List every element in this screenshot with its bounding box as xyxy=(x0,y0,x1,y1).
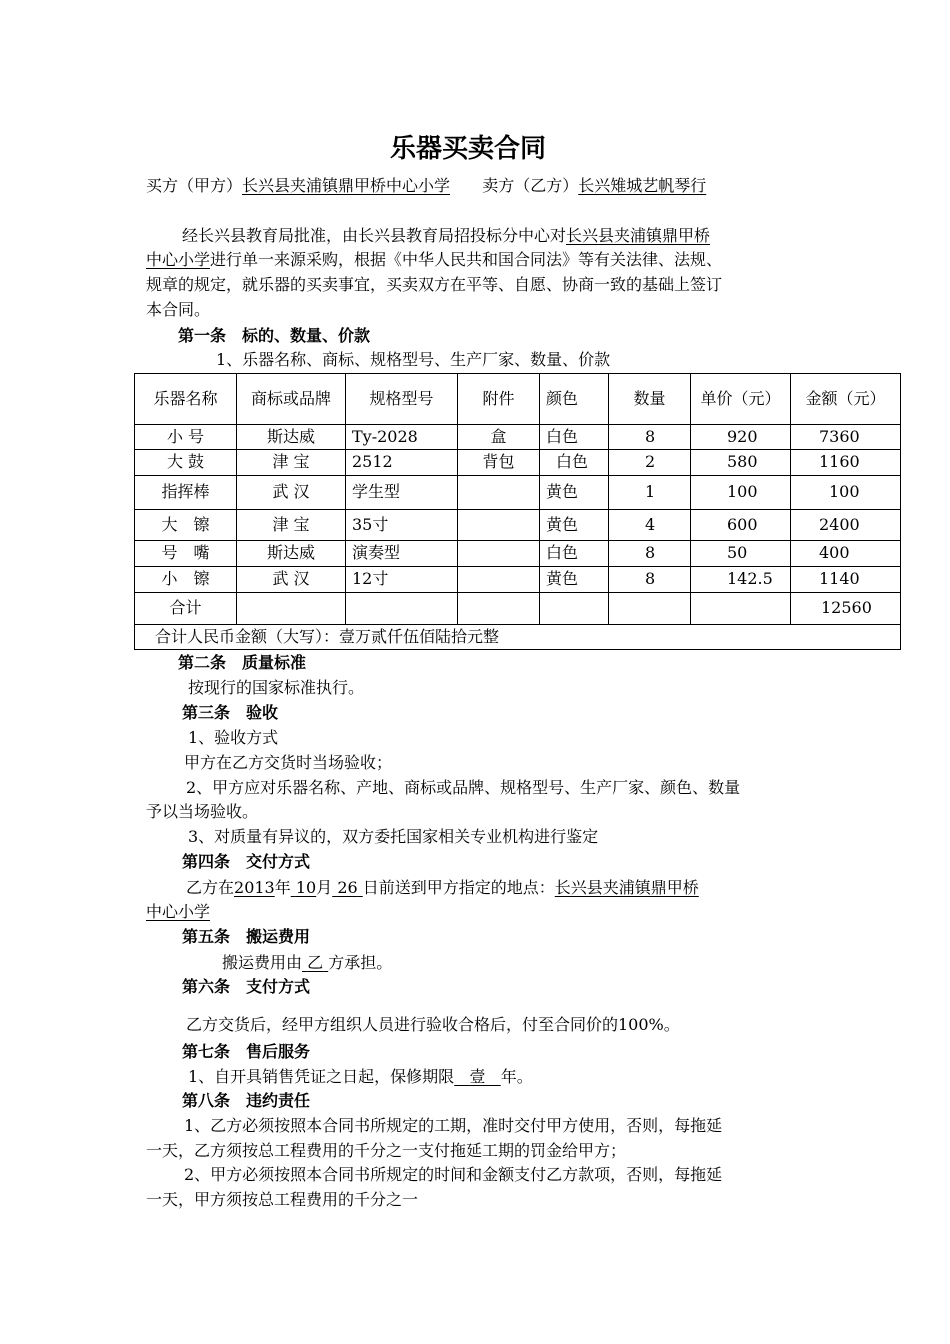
empty-cell xyxy=(691,593,791,625)
article-7-heading: 第七条 售后服务 xyxy=(182,1042,311,1061)
intro-school-name-cont: 中心小学 xyxy=(146,250,211,269)
article-2-heading: 第二条 质量标准 xyxy=(178,653,307,672)
item-qty: 1 xyxy=(609,476,691,510)
table-header-row xyxy=(135,374,901,425)
article-6-heading: 第六条 支付方式 xyxy=(182,977,311,996)
header-cell: 颜色 xyxy=(540,374,609,425)
item-qty: 8 xyxy=(609,567,691,593)
delivery-day: 26 xyxy=(337,878,358,897)
header-cell: 乐器名称 xyxy=(135,374,237,425)
item-brand: 武 汉 xyxy=(237,567,346,593)
rmb-amount-text: 合计人民币金额（大写）：壹万贰仟伍佰陆拾元整 xyxy=(135,625,901,650)
item-amount: 100 xyxy=(791,476,901,510)
warranty-text: 年。 xyxy=(500,1067,533,1086)
item-accessory xyxy=(458,476,540,510)
empty-cell xyxy=(237,593,346,625)
table-row xyxy=(135,450,901,476)
item-brand: 津 宝 xyxy=(237,450,346,476)
header-cell: 数量 xyxy=(609,374,691,425)
intro-line-4: 本合同。 xyxy=(146,300,211,319)
item-unit-price: 142.5 xyxy=(691,567,791,593)
item-name: 大 鼓 xyxy=(135,450,237,476)
warranty-text: 1、自开具销售凭证之日起，保修期限 xyxy=(188,1067,455,1086)
item-unit-price: 600 xyxy=(691,510,791,541)
intro-school-name: 长兴县夹浦镇鼎甲桥 xyxy=(566,226,711,245)
item-brand: 斯达威 xyxy=(237,425,346,450)
intro-text: 经长兴县教育局批准，由长兴县教育局招投标分中心对 xyxy=(182,226,567,245)
delivery-month: 10 xyxy=(295,878,317,897)
delivery-text: 月 xyxy=(316,878,333,897)
article-5-heading: 第五条 搬运费用 xyxy=(182,927,311,946)
article-8-heading: 第八条 违约责任 xyxy=(182,1091,311,1110)
header-cell: 附件 xyxy=(458,374,540,425)
item-qty: 8 xyxy=(609,425,691,450)
empty-cell xyxy=(540,593,609,625)
shipping-party: 乙 xyxy=(307,953,324,972)
delivery-place-cont: 中心小学 xyxy=(146,902,211,921)
table-row xyxy=(135,541,901,567)
item-accessory: 背包 xyxy=(458,450,540,476)
article-3-item-2-cont: 予以当场验收。 xyxy=(146,802,259,821)
item-name: 号 嘴 xyxy=(135,541,237,567)
item-brand: 武 汉 xyxy=(237,476,346,510)
article-3-heading: 第三条 验收 xyxy=(182,703,279,722)
item-model: 35寸 xyxy=(346,510,458,541)
header-cell: 规格型号 xyxy=(346,374,458,425)
article-3-item-3: 3、对质量有异议的，双方委托国家相关专业机构进行鉴定 xyxy=(188,827,599,846)
article-4-line-1 xyxy=(186,880,699,896)
document-title: 乐器买卖合同 xyxy=(390,134,547,164)
item-model: 学生型 xyxy=(346,476,458,510)
intro-text-2: 进行单一来源采购，根据《中华人民共和国合同法》等有关法律、法规、 xyxy=(210,250,723,269)
header-cell: 单价（元） xyxy=(691,374,791,425)
item-accessory xyxy=(458,510,540,541)
article-3-item-2: 2、甲方应对乐器名称、产地、商标或品牌、规格型号、生产厂家、颜色、数量 xyxy=(186,778,741,797)
item-accessory xyxy=(458,541,540,567)
item-unit-price: 100 xyxy=(691,476,791,510)
warranty-years: 壹 xyxy=(469,1067,486,1086)
item-brand: 斯达威 xyxy=(237,541,346,567)
item-color: 黄色 xyxy=(540,476,609,510)
item-name: 小 号 xyxy=(135,425,237,450)
item-brand: 津 宝 xyxy=(237,510,346,541)
total-label: 合计 xyxy=(135,593,237,625)
item-amount: 7360 xyxy=(791,425,901,450)
item-color: 白色 xyxy=(540,425,609,450)
parties-line xyxy=(146,178,706,194)
item-unit-price: 920 xyxy=(691,425,791,450)
item-model: 2512 xyxy=(346,450,458,476)
item-amount: 2400 xyxy=(791,510,901,541)
item-qty: 4 xyxy=(609,510,691,541)
article-8-item-2: 2、甲方必须按照本合同书所规定的时间和金额支付乙方款项，否则，每拖延 xyxy=(184,1165,723,1184)
item-qty: 8 xyxy=(609,541,691,567)
header-cell: 商标或品牌 xyxy=(237,374,346,425)
shipping-text: 搬运费用由 xyxy=(222,953,303,972)
article-6-text: 乙方交货后，经甲方组织人员进行验收合格后，付至合同价的100%。 xyxy=(186,1015,680,1034)
table-rmb-row xyxy=(135,625,901,650)
delivery-place: 长兴县夹浦镇鼎甲桥 xyxy=(554,878,699,897)
article-8-item-2-cont: 一天，甲方须按总工程费用的千分之一 xyxy=(146,1190,419,1209)
article-1-sub: 1、乐器名称、商标、规格型号、生产厂家、数量、价款 xyxy=(216,350,611,369)
item-qty: 2 xyxy=(609,450,691,476)
item-accessory: 盒 xyxy=(458,425,540,450)
table-row xyxy=(135,510,901,541)
seller-label: 卖方（乙方） xyxy=(482,176,579,195)
item-color: 黄色 xyxy=(540,510,609,541)
seller-name: 长兴雉城艺帆琴行 xyxy=(578,176,707,195)
items-table xyxy=(134,373,901,650)
item-color: 白色 xyxy=(540,541,609,567)
empty-cell xyxy=(458,593,540,625)
empty-cell xyxy=(346,593,458,625)
item-accessory xyxy=(458,567,540,593)
article-5-text xyxy=(222,955,392,971)
delivery-text: 乙方在 xyxy=(186,878,235,897)
table-row xyxy=(135,425,901,450)
article-7-text xyxy=(188,1069,533,1085)
buyer-label: 买方（甲方） xyxy=(146,176,243,195)
item-name: 小 镲 xyxy=(135,567,237,593)
table-row xyxy=(135,476,901,510)
delivery-text: 年 xyxy=(274,878,291,897)
item-name: 指挥棒 xyxy=(135,476,237,510)
header-cell: 金额（元） xyxy=(791,374,901,425)
intro-line-3: 规章的规定，就乐器的买卖事宜，买卖双方在平等、自愿、协商一致的基础上签订 xyxy=(146,275,723,294)
table-row xyxy=(135,567,901,593)
empty-cell xyxy=(609,593,691,625)
total-value: 12560 xyxy=(791,593,901,625)
article-2-text: 按现行的国家标准执行。 xyxy=(188,678,365,697)
article-1-heading: 第一条 标的、数量、价款 xyxy=(178,326,371,345)
buyer-name: 长兴县夹浦镇鼎甲桥中心小学 xyxy=(242,176,451,195)
item-color: 黄色 xyxy=(540,567,609,593)
delivery-year: 2013 xyxy=(234,878,275,897)
article-8-item-1: 1、乙方必须按照本合同书所规定的工期，准时交付甲方使用，否则，每拖延 xyxy=(184,1116,723,1135)
article-3-item-1-text: 甲方在乙方交货时当场验收； xyxy=(184,753,393,772)
article-8-item-1-cont: 一天，乙方须按总工程费用的千分之一支付拖延工期的罚金给甲方； xyxy=(146,1141,627,1160)
item-unit-price: 50 xyxy=(691,541,791,567)
article-3-item-1: 1、验收方式 xyxy=(188,728,279,747)
item-model: 演奏型 xyxy=(346,541,458,567)
item-amount: 400 xyxy=(791,541,901,567)
intro-line-1 xyxy=(182,228,710,244)
delivery-text: 日前送到甲方指定的地点： xyxy=(362,878,555,897)
item-color: 白色 xyxy=(540,450,609,476)
item-model: 12寸 xyxy=(346,567,458,593)
item-unit-price: 580 xyxy=(691,450,791,476)
item-amount: 1160 xyxy=(791,450,901,476)
table-total-row xyxy=(135,593,901,625)
article-4-heading: 第四条 交付方式 xyxy=(182,852,311,871)
intro-line-2 xyxy=(146,252,722,268)
item-name: 大 镲 xyxy=(135,510,237,541)
item-model: Ty-2028 xyxy=(346,425,458,450)
item-amount: 1140 xyxy=(791,567,901,593)
shipping-text: 方承担。 xyxy=(328,953,393,972)
